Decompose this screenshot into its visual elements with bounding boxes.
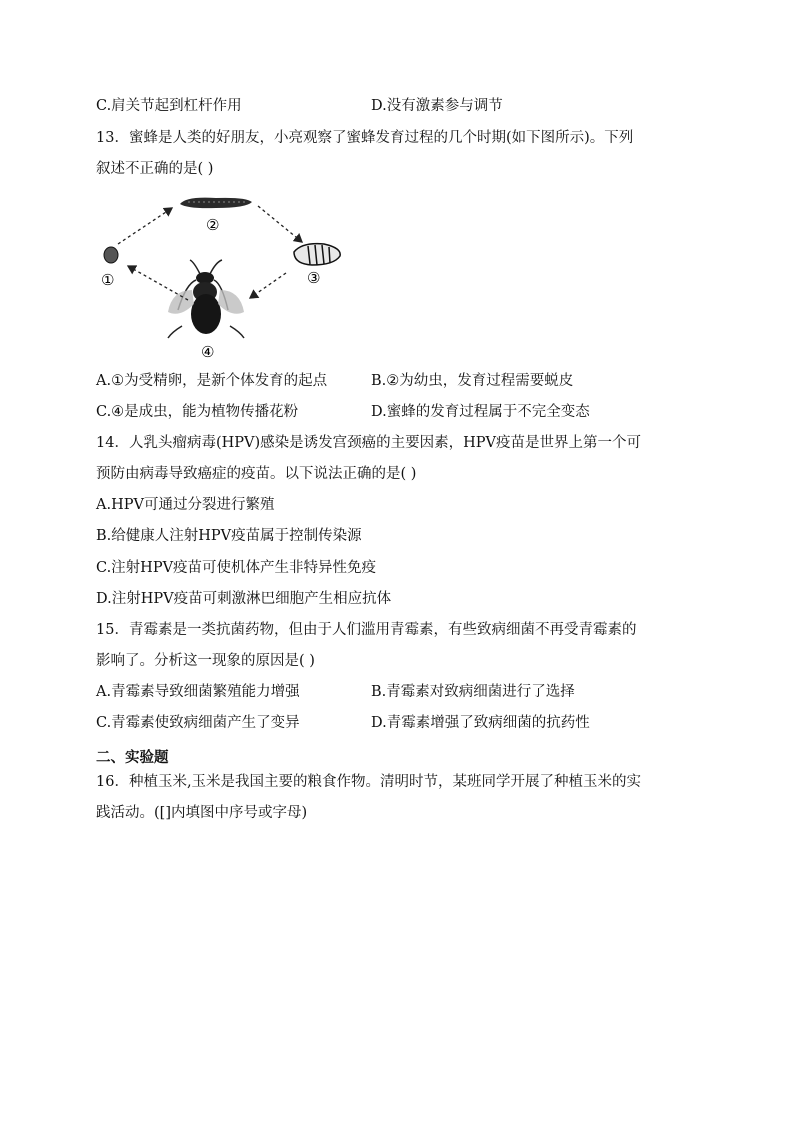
label-adult: ④ xyxy=(201,343,215,361)
q15-stem-line2: 影响了。分析这一现象的原因是( ) xyxy=(96,653,315,669)
q14-option-d: D.注射HPV疫苗可刺激淋巴细胞产生相应抗体 xyxy=(96,591,392,607)
q13-option-d: D.蜜蜂的发育过程属于不完全变态 xyxy=(371,404,590,420)
q13-option-b: B.②为幼虫，发育过程需要蜕皮 xyxy=(371,373,574,389)
q15-option-d: D.青霉素增强了致病细菌的抗药性 xyxy=(371,715,590,731)
q12-option-c: C.肩关节起到杠杆作用 xyxy=(96,98,242,114)
q16-stem-line1: 16．种植玉米,玉米是我国主要的粮食作物。清明时节，某班同学开展了种植玉米的实 xyxy=(96,774,642,790)
q12-option-d: D.没有激素参与调节 xyxy=(371,98,503,114)
q14-option-b: B.给健康人注射HPV疫苗属于控制传染源 xyxy=(96,528,362,544)
section-title: 二、实验题 xyxy=(96,750,169,766)
q13-stem-line2: 叙述不正确的是( ) xyxy=(96,161,214,177)
q15-option-b: B.青霉素对致病细菌进行了选择 xyxy=(371,684,575,700)
larva-icon xyxy=(180,198,252,209)
q14-stem-line1: 14．人乳头瘤病毒(HPV)感染是诱发宫颈癌的主要因素，HPV疫苗是世界上第一个可 xyxy=(96,435,642,451)
adult-bee-icon xyxy=(168,260,244,338)
q15-option-c: C.青霉素使致病细菌产生了变异 xyxy=(96,715,300,731)
q13-stem-line1: 13．蜜蜂是人类的好朋友，小亮观察了蜜蜂发育过程的几个时期(如下图所示)。下列 xyxy=(96,130,634,146)
egg-icon xyxy=(104,247,118,263)
q15-stem-line1: 15．青霉素是一类抗菌药物，但由于人们滥用青霉素，有些致病细菌不再受青霉素的 xyxy=(96,622,637,638)
q13-option-a: A.①为受精卵，是新个体发育的起点 xyxy=(96,373,328,389)
pupa-icon xyxy=(294,244,340,265)
label-egg: ① xyxy=(101,271,115,289)
q14-stem-line2: 预防由病毒导致癌症的疫苗。以下说法正确的是( ) xyxy=(96,466,417,482)
q14-option-a: A.HPV可通过分裂进行繁殖 xyxy=(96,497,275,513)
q15-option-a: A.青霉素导致细菌繁殖能力增强 xyxy=(96,684,300,700)
q16-stem-line2: 践活动。([]内填图中序号或字母) xyxy=(96,805,308,821)
label-pupa: ③ xyxy=(307,269,321,287)
bee-life-cycle-figure xyxy=(96,186,356,364)
label-larva: ② xyxy=(206,216,220,234)
q14-option-c: C.注射HPV疫苗可使机体产生非特异性免疫 xyxy=(96,560,377,576)
q13-option-c: C.④是成虫，能为植物传播花粉 xyxy=(96,404,299,420)
